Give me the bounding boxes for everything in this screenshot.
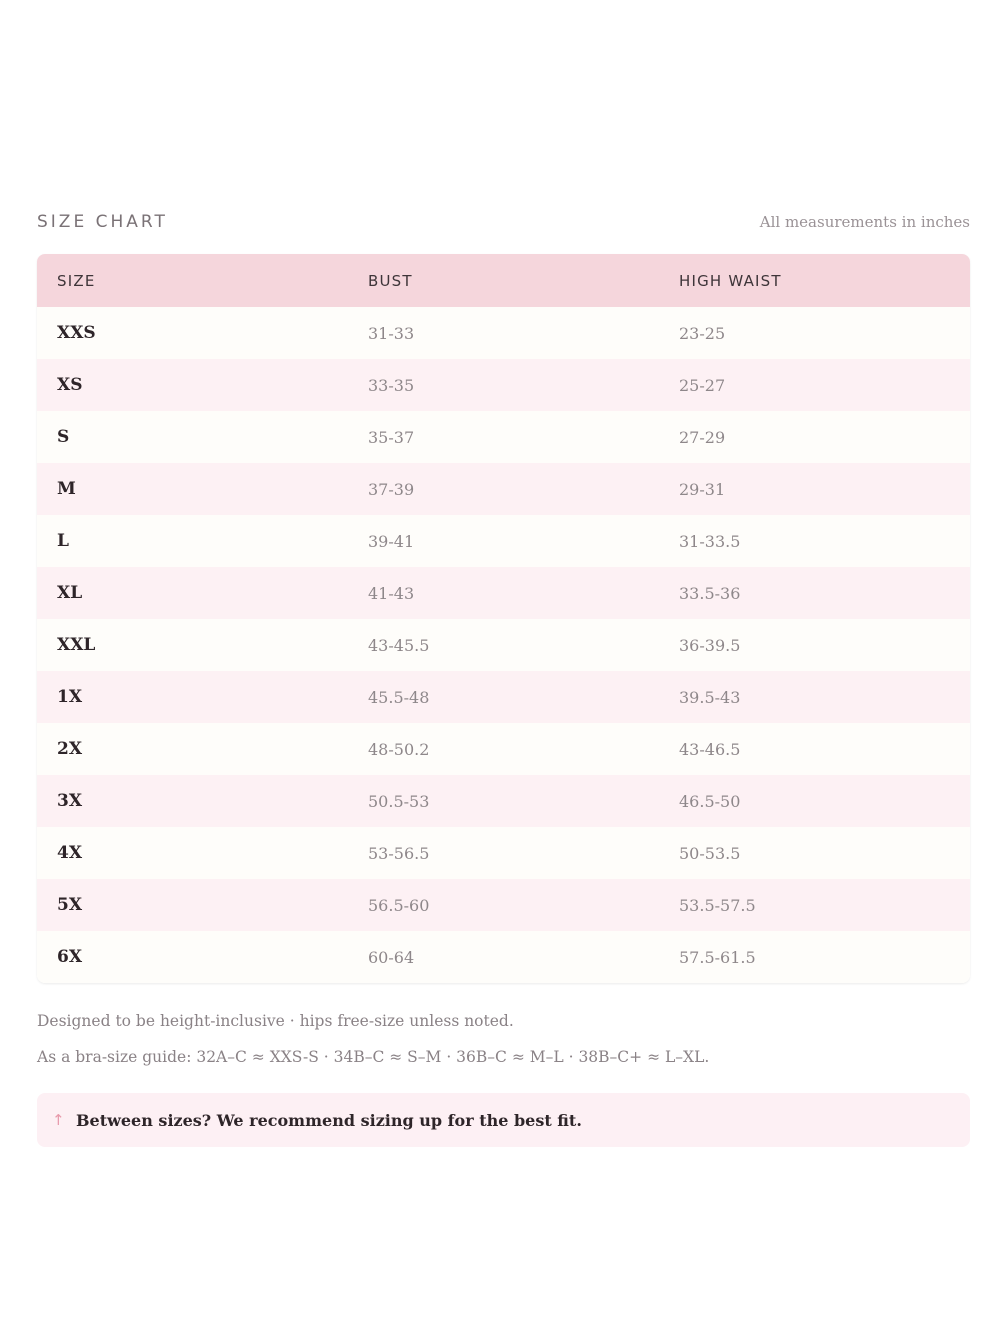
footnote-bra-size-guide: As a bra-size guide: 32A–C ≈ XXS-S · 34B–C ≈ S–M · 36B–C ≈ M–L · 38B–C+ ≈ L–XL. xyxy=(37,1048,710,1066)
size-cell: 6X xyxy=(57,947,83,967)
size-cell: M xyxy=(57,479,76,499)
footnote-height-inclusive: Designed to be height-inclusive · hips free-size unless noted. xyxy=(37,1012,514,1030)
bust-cell: 31-33 xyxy=(368,323,415,343)
size-chart-title: SIZE CHART xyxy=(37,212,168,232)
table-row xyxy=(37,411,970,463)
bust-cell: 39-41 xyxy=(368,531,415,551)
high-waist-cell: 33.5-36 xyxy=(679,583,741,603)
column-header-size: SIZE xyxy=(57,271,96,290)
size-cell: XXL xyxy=(57,635,96,655)
bust-cell: 53-56.5 xyxy=(368,843,430,863)
size-cell: 4X xyxy=(57,843,83,863)
footnotes xyxy=(37,1003,970,1075)
size-cell: XL xyxy=(57,583,83,603)
high-waist-cell: 46.5-50 xyxy=(679,791,741,811)
table-body xyxy=(37,307,970,983)
sizing-tip-callout xyxy=(37,1093,970,1147)
high-waist-cell: 27-29 xyxy=(679,427,726,447)
high-waist-cell: 57.5-61.5 xyxy=(679,947,756,967)
table-row xyxy=(37,307,970,359)
size-chart-section xyxy=(37,205,970,1147)
table-row xyxy=(37,359,970,411)
bust-cell: 48-50.2 xyxy=(368,739,430,759)
size-table xyxy=(37,254,970,983)
size-cell: 3X xyxy=(57,791,83,811)
high-waist-cell: 31-33.5 xyxy=(679,531,741,551)
size-cell: S xyxy=(57,427,70,447)
table-row xyxy=(37,619,970,671)
high-waist-cell: 29-31 xyxy=(679,479,726,499)
size-cell: L xyxy=(57,531,69,551)
bust-cell: 37-39 xyxy=(368,479,415,499)
size-cell: 5X xyxy=(57,895,83,915)
table-row xyxy=(37,567,970,619)
high-waist-cell: 43-46.5 xyxy=(679,739,741,759)
sizing-tip-text: Between sizes? We recommend sizing up for the best fit. xyxy=(76,1110,582,1130)
size-cell: XXS xyxy=(57,323,96,343)
high-waist-cell: 50-53.5 xyxy=(679,843,741,863)
table-row xyxy=(37,723,970,775)
bust-cell: 33-35 xyxy=(368,375,415,395)
table-row xyxy=(37,879,970,931)
bust-cell: 43-45.5 xyxy=(368,635,430,655)
high-waist-cell: 39.5-43 xyxy=(679,687,741,707)
high-waist-cell: 53.5-57.5 xyxy=(679,895,756,915)
high-waist-cell: 25-27 xyxy=(679,375,726,395)
arrow-up-icon: ↑ xyxy=(52,1111,65,1129)
bust-cell: 56.5-60 xyxy=(368,895,430,915)
bust-cell: 41-43 xyxy=(368,583,415,603)
bust-cell: 60-64 xyxy=(368,947,415,967)
high-waist-cell: 36-39.5 xyxy=(679,635,741,655)
column-header-high-waist: HIGH WAIST xyxy=(679,271,782,290)
bust-cell: 50.5-53 xyxy=(368,791,430,811)
table-row xyxy=(37,931,970,983)
table-row xyxy=(37,827,970,879)
bust-cell: 35-37 xyxy=(368,427,415,447)
size-cell: XS xyxy=(57,375,83,395)
bust-cell: 45.5-48 xyxy=(368,687,430,707)
size-cell: 2X xyxy=(57,739,83,759)
table-row xyxy=(37,671,970,723)
table-row xyxy=(37,775,970,827)
table-row xyxy=(37,463,970,515)
column-header-bust: BUST xyxy=(368,271,413,290)
size-chart-header xyxy=(37,205,970,239)
measurement-units-note: All measurements in inches xyxy=(759,213,970,231)
size-cell: 1X xyxy=(57,687,83,707)
table-header-row xyxy=(37,254,970,307)
table-row xyxy=(37,515,970,567)
high-waist-cell: 23-25 xyxy=(679,323,726,343)
